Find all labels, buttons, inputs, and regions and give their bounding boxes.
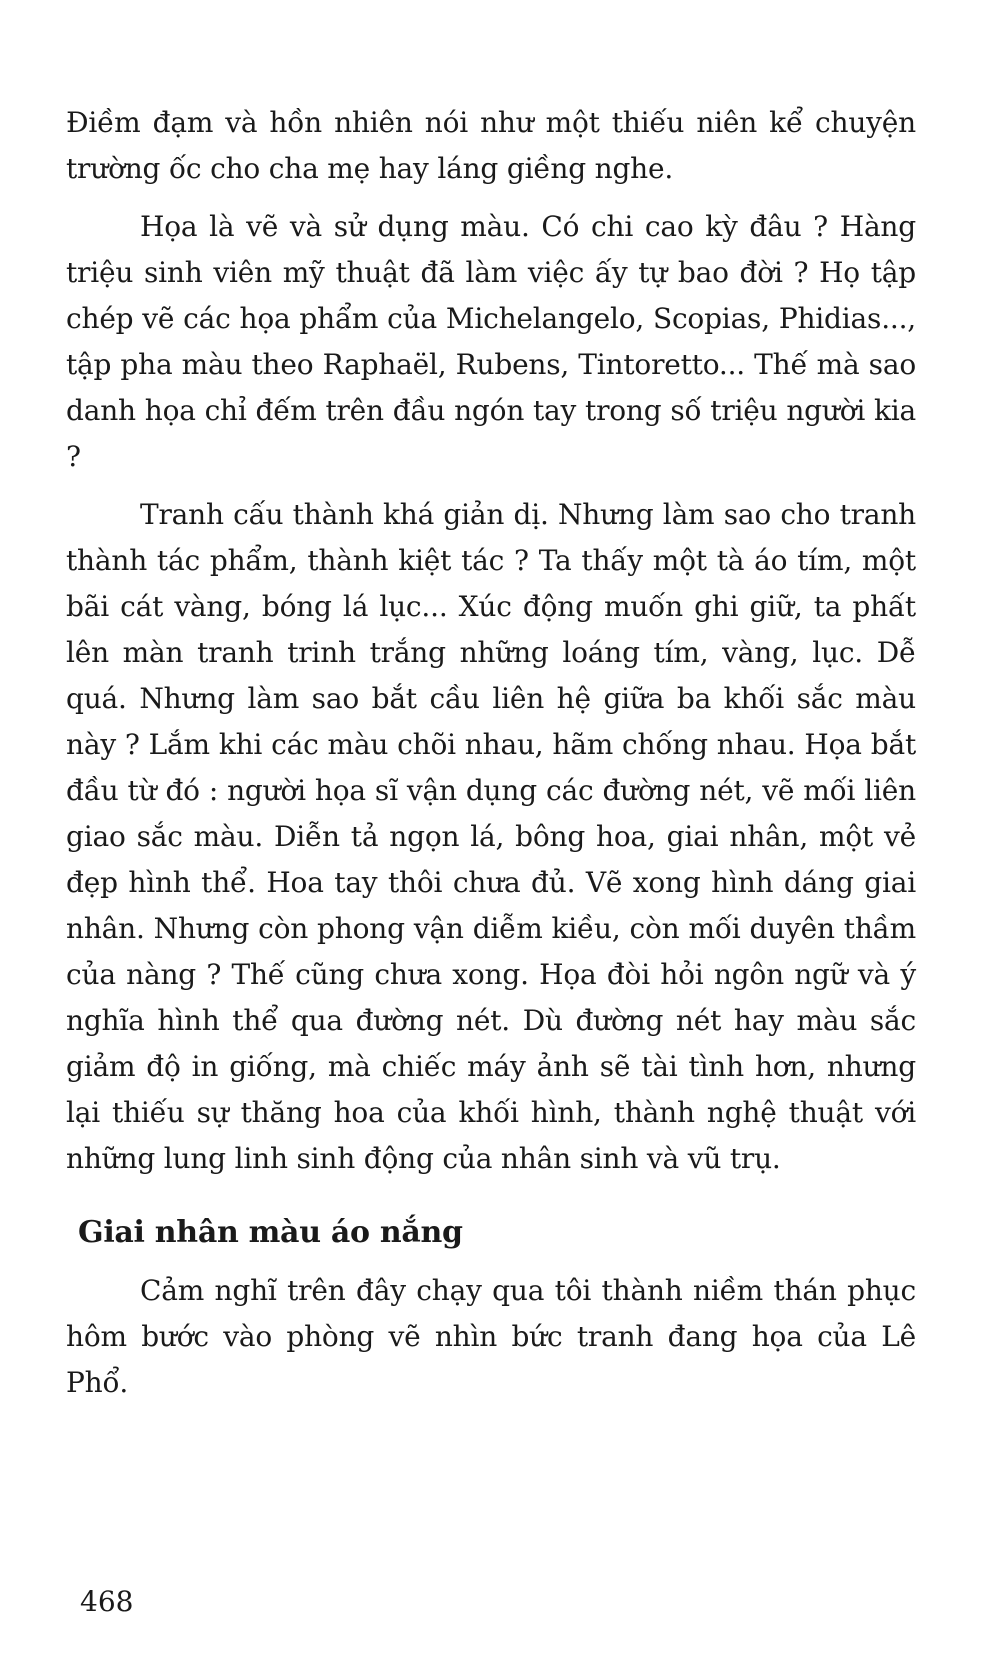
section-heading: Giai nhân màu áo nắng: [78, 1215, 463, 1250]
paragraph-2: Họa là vẽ và sử dụng màu. Có chi cao kỳ đâu ? Hàng triệu sinh viên mỹ thuật đã làm việc ấy tự bao đời ? Họ tập chép vẽ các họa phẩm của Michelangelo, Scopias, Phidias..., tập pha màu theo Raphaël, Rubens, Tintoretto... Thế mà sao danh họa chỉ đếm trên đầu ngón tay trong số triệu người kia ?: [66, 210, 916, 473]
page-number: 468: [80, 1585, 134, 1618]
paragraph-1: Điềm đạm và hồn nhiên nói như một thiếu niên kể chuyện trường ốc cho cha mẹ hay láng giềng nghe.: [66, 106, 916, 185]
body-text: [66, 100, 916, 1418]
closing-paragraph: Cảm nghĩ trên đây chạy qua tôi thành niềm thán phục hôm bước vào phòng vẽ nhìn bức tranh đang họa của Lê Phổ.: [66, 1274, 916, 1399]
paragraph-3: Tranh cấu thành khá giản dị. Nhưng làm sao cho tranh thành tác phẩm, thành kiệt tác ? Ta thấy một tà áo tím, một bãi cát vàng, bóng lá lục... Xúc động muốn ghi giữ, ta phất lên màn tranh trinh trắng những loáng tím, vàng, lục. Dễ quá. Nhưng làm sao bắt cầu liên hệ giữa ba khối sắc màu này ? Lắm khi các màu chõi nhau, hãm chống nhau. Họa bắt đầu từ đó : người họa sĩ vận dụng các đường nét, vẽ mối liên giao sắc màu. Diễn tả ngọn lá, bông hoa, giai nhân, một vẻ đẹp hình thể. Hoa tay thôi chưa đủ. Vẽ xong hình dáng giai nhân. Nhưng còn phong vận diễm kiều, còn mối duyên thầm của nàng ? Thế cũng chưa xong. Họa đòi hỏi ngôn ngữ và ý nghĩa hình thể qua đường nét. Dù đường nét hay màu sắc giảm độ in giống, mà chiếc máy ảnh sẽ tài tình hơn, nhưng lại thiếu sự thăng hoa của khối hình, thành nghệ thuật với những lung linh sinh động của nhân sinh và vũ trụ.: [66, 498, 916, 1175]
